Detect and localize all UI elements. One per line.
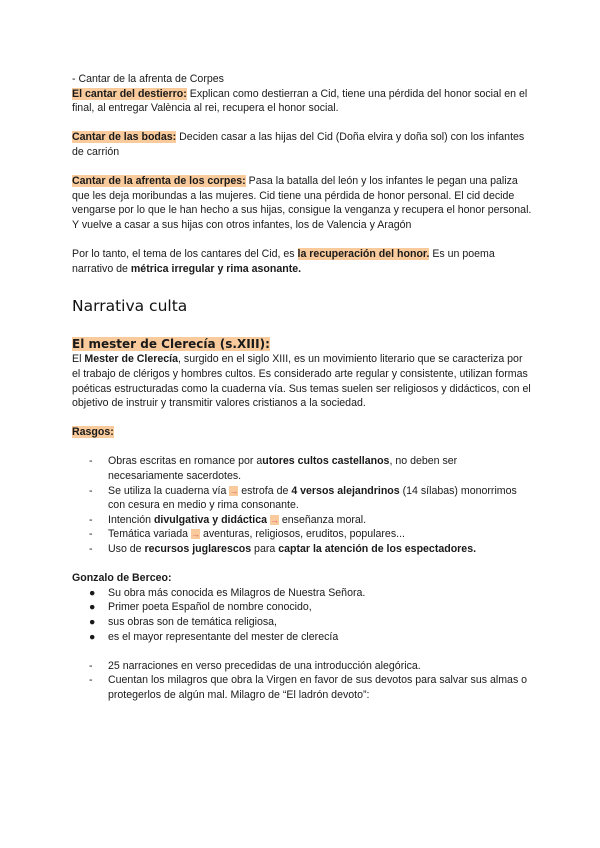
list-item: [72, 673, 532, 702]
dash-marker: -: [89, 659, 93, 672]
dash-marker: -: [89, 674, 93, 687]
item-text: (14 sílabas) monorrimos con cesura en medio y rima consonante.: [108, 484, 517, 512]
item-text: aventuras, religiosos, eruditos, populares...: [200, 528, 405, 541]
paragraph-mester: [72, 352, 532, 410]
bullet-marker: ●: [89, 586, 96, 599]
item-bold: recursos juglarescos: [144, 543, 252, 556]
item-text: Temática variada: [108, 528, 192, 541]
cantar-list-item: - Cantar de la afrenta de Corpes: [72, 73, 224, 85]
berceo-dash-list: [72, 659, 532, 703]
text-tema-2: Es un poema narrativo de: [72, 248, 495, 275]
highlight-honor: la recuperación del honor.: [297, 248, 430, 261]
bold-mester: Mester de Clerecía: [84, 353, 179, 366]
item-text: , no deben ser necesariamente sacerdotes.: [108, 455, 458, 483]
item-text: Uso de: [108, 543, 145, 556]
item-text: es el mayor representante del mester de clerecía: [108, 630, 339, 643]
rasgos-list: [72, 454, 532, 556]
list-item: [72, 454, 532, 483]
label-destierro: El cantar del destierro:: [72, 87, 187, 100]
heading-mester: [72, 336, 532, 352]
item-text: Su obra más conocida es Milagros de Nuestra Señora.: [108, 586, 366, 599]
bold-metrica: métrica irregular y rima asonante.: [130, 262, 302, 275]
list-item: [72, 542, 532, 557]
list-item: [72, 513, 532, 528]
bullet-marker: ●: [89, 630, 96, 643]
list-item: [72, 659, 532, 674]
arrow-icon: →: [269, 514, 279, 525]
mester-title: El mester de Clerecía (s.XIII):: [72, 337, 270, 352]
text-bodas: Deciden casar a las hijas del Cid (Doña elvira y doña sol) con los infantes de carrión: [72, 131, 525, 158]
text-destierro: Explican como destierran a Cid, tiene una pérdida del honor social en el final, al entregar València al rei, recupera el honor social.: [72, 87, 528, 115]
bullet-marker: ●: [89, 601, 96, 614]
heading-berceo: Gonzalo de Berceo:: [72, 572, 172, 585]
item-text: Cuentan los milagros que obra la Virgen en favor de sus devotos para salvar sus almas o protegerlos de algún mal. Milagro de “El ladrón devoto”:: [108, 674, 528, 701]
item-bold: captar la atención de los espectadores.: [278, 543, 477, 556]
paragraph-afrenta: [72, 174, 532, 232]
list-item: [72, 527, 532, 542]
text-mester-2: , surgido en el siglo XIII, es un movimiento literario que se caracteriza por el trabajo de clérigos y hombres cultos. Es considerado arte regular y consistente, utilizan formas poéticas estructuradas como la cuaderna vía. Sus temas suelen ser religiosos y didácticos, con el objetivo de instruir y transmitir valores cristianos a la sociedad.: [72, 353, 531, 410]
item-text: Se utiliza la cuaderna vía: [108, 484, 230, 497]
dash-marker: -: [89, 528, 93, 541]
text-tema-1: Por lo tanto, el tema de los cantares del Cid, es: [72, 248, 298, 261]
text-mester-1: El: [72, 353, 85, 366]
item-bold: utores cultos castellanos: [262, 455, 390, 468]
dash-marker: -: [89, 455, 93, 468]
list-item: [72, 484, 532, 513]
item-text: 25 narraciones en verso precedidas de una introducción alegórica.: [108, 659, 421, 672]
list-item: [72, 600, 532, 615]
item-bold: divulgativa y didáctica: [153, 513, 267, 526]
arrow-icon: →: [229, 485, 239, 496]
list-item: [72, 630, 532, 645]
item-text: Primer poeta Español de nombre conocido,: [108, 601, 312, 614]
item-text: para: [251, 543, 279, 556]
list-item: [72, 586, 532, 601]
heading-narrativa-culta: Narrativa culta: [72, 297, 188, 316]
item-text: Obras escritas en romance por a: [108, 455, 263, 468]
arrow-icon: →: [191, 529, 201, 540]
item-text: enseñanza moral.: [278, 513, 367, 526]
label-afrenta: Cantar de la afrenta de los corpes:: [72, 175, 246, 188]
document-page: [72, 72, 532, 703]
item-text: Intención: [108, 513, 154, 526]
bullet-marker: ●: [89, 616, 96, 628]
dash-marker: -: [89, 543, 93, 556]
paragraph-tema: [72, 247, 532, 276]
heading-rasgos: [72, 425, 532, 440]
text-afrenta: Pasa la batalla del león y los infantes le pegan una paliza que les deja moribundas a las mujeres. Cid tiene una pérdida de honor personal. El cid decide vengarse por lo que le han hecho a sus hijas, consigue la venganza y recupera el honor personal. Y vuelve a casar a sus hijas con otros infantes, los de Valencia y Aragón: [72, 175, 532, 231]
dash-marker: -: [89, 513, 93, 526]
paragraph-destierro: [72, 87, 532, 116]
dash-marker: -: [89, 484, 93, 497]
paragraph-bodas: [72, 130, 532, 159]
item-text: sus obras son de temática religiosa,: [108, 616, 277, 628]
item-text: estrofa de: [238, 484, 292, 497]
list-item: [72, 615, 532, 630]
label-bodas: Cantar de las bodas:: [72, 131, 177, 144]
rasgos-title: Rasgos:: [72, 426, 114, 439]
item-bold: 4 versos alejandrinos: [291, 484, 400, 497]
berceo-bullet-list: [72, 586, 532, 644]
